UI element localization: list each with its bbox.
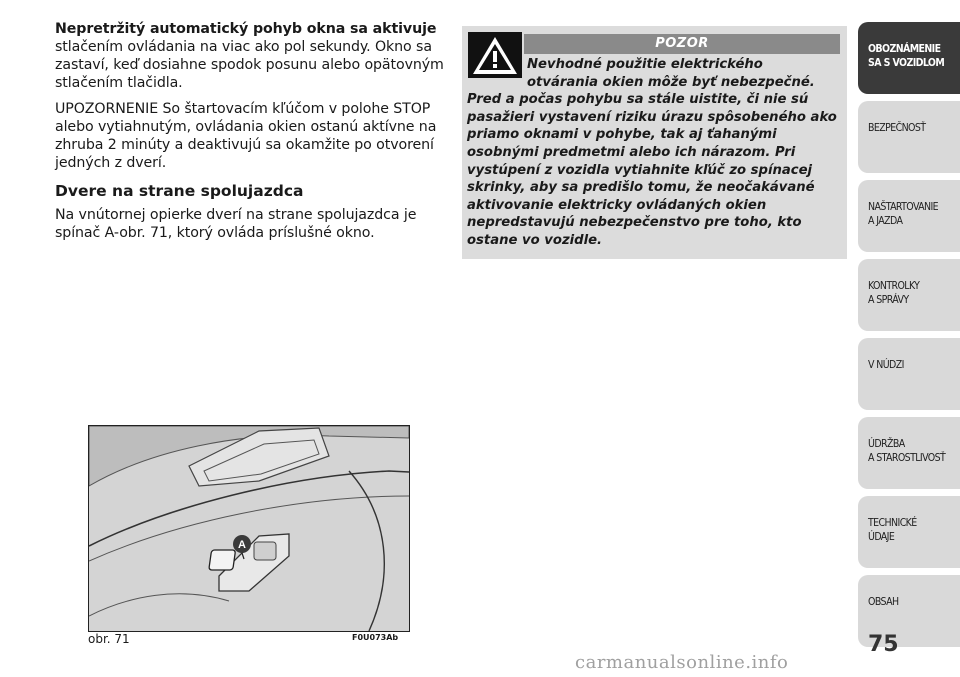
watermark: carmanualsonline.info xyxy=(575,652,789,673)
tab-udrzba[interactable]: ÚDRŽBA A STAROSTLIVOSŤ xyxy=(858,417,960,489)
paragraph-auto-window xyxy=(55,20,450,92)
page-number: 75 xyxy=(868,632,899,657)
chapter-sidebar xyxy=(858,22,960,654)
tab-obsah[interactable]: OBSAH xyxy=(858,575,960,647)
tab-bezpecnost[interactable]: BEZPEČNOSŤ xyxy=(858,101,960,173)
paragraph-passenger-door: Na vnútornej opierke dverí na strane spolujazdca je spínač A-obr. 71, ktorý ovláda príslušné okno. xyxy=(55,207,417,241)
figure-code: F0U073Ab xyxy=(352,633,399,642)
warning-line-2: otvárania okien môže byť nebezpečné. xyxy=(527,74,815,90)
main-text-column xyxy=(55,20,450,250)
paragraph-bold-lead: Nepretržitý automatický pohyb okna sa aktivuje xyxy=(55,21,437,37)
warning-box xyxy=(462,26,847,259)
tab-v-nudzi[interactable]: V NÚDZI xyxy=(858,338,960,410)
tab-technicke-udaje[interactable]: TECHNICKÉ ÚDAJE xyxy=(858,496,960,568)
tab-oboznamenie[interactable]: OBOZNÁMENIE SA S VOZIDLOM xyxy=(858,22,960,94)
warning-title: POZOR xyxy=(524,34,840,54)
callout-label-a: A xyxy=(238,539,246,551)
figure-caption: obr. 71 xyxy=(88,632,130,646)
figure-door-switch xyxy=(88,425,410,632)
paragraph-note: UPOZORNENIE So štartovacím kľúčom v polohe STOP alebo vytiahnutým, ovládania okien ostanú aktívne na zhruba 2 minúty a deaktivujú sa okamžite po otvorení jedných z dverí. xyxy=(55,101,437,171)
tab-kontrolky[interactable]: KONTROLKY A SPRÁVY xyxy=(858,259,960,331)
tab-nastartovanie[interactable]: NAŠTARTOVANIE A JAZDA xyxy=(858,180,960,252)
door-armrest-illustration xyxy=(89,426,409,631)
warning-text xyxy=(467,56,837,250)
warning-body: Pred a počas pohybu sa stále uistite, či nie sú pasažieri vystavení riziku úrazu spôsobeného ako priamo oknami v pohybe, tak aj ťahanými osobnými predmetmi alebo ich nárazom. Pri vystúpení z vozidla vytiahnite kľúč zo spínacej skrinky, aby sa predišlo tomu, že neočakávané aktivovanie elektricky ovládaných okien nepredstavujú nebezpečenstvo pre toho, kto ostane vo vozidle. xyxy=(467,92,837,248)
warning-line-1: Nevhodné použitie elektrického xyxy=(527,57,763,72)
section-heading: Dvere na strane spolujazdca xyxy=(55,182,304,200)
paragraph-text: stlačením ovládania na viac ako pol sekundy. Okno sa zastaví, keď dosiahne spodok posunu alebo opätovným stlačením tlačidla. xyxy=(55,39,444,91)
